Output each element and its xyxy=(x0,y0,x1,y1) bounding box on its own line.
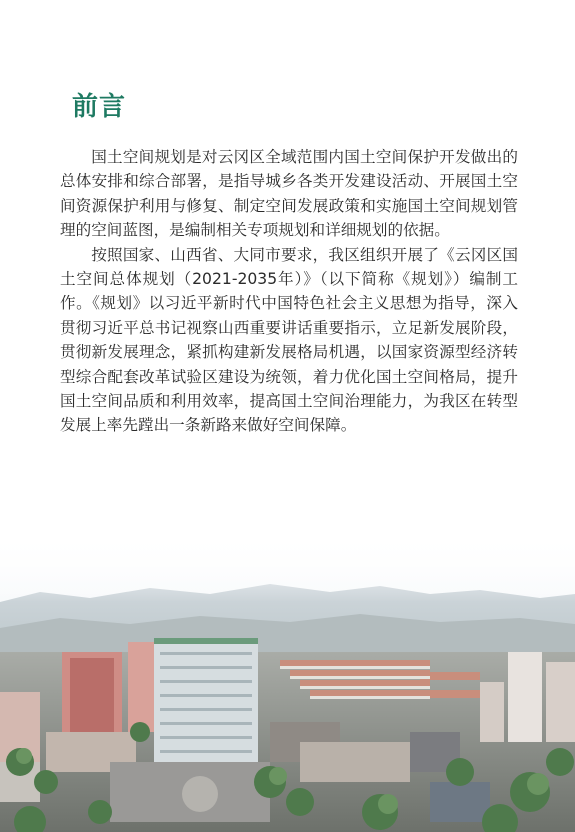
city-aerial-photo xyxy=(0,532,575,832)
section-heading: 前言 xyxy=(72,92,127,122)
paragraph-1: 国土空间规划是对云冈区全域范围内国土空间保护开发做出的总体安排和综合部署，是指导城乡各类开发建设活动、开展国土空间资源保护利用与修复、制定空间发展政策和实施国土空间规划管理的空间蓝图，是编制相关专项规划和详细规划的依据。 xyxy=(60,148,518,240)
body-text xyxy=(60,145,518,438)
paragraph-2: 按照国家、山西省、大同市要求，我区组织开展了《云冈区国土空间总体规划（2021-2035年）》（以下简称《规划》）编制工作。《规划》以习近平新时代中国特色社会主义思想为指导，深入贯彻习近平总书记视察山西重要讲话重要指示，立足新发展阶段，贯彻新发展理念，紧抓构建新发展格局机遇，以国家资源型经济转型综合配套改革试验区建设为统领，着力优化国土空间格局，提升国土空间品质和利用效率，提高国土空间治理能力，为我区在转型发展上率先蹚出一条新路来做好空间保障。 xyxy=(60,245,518,435)
